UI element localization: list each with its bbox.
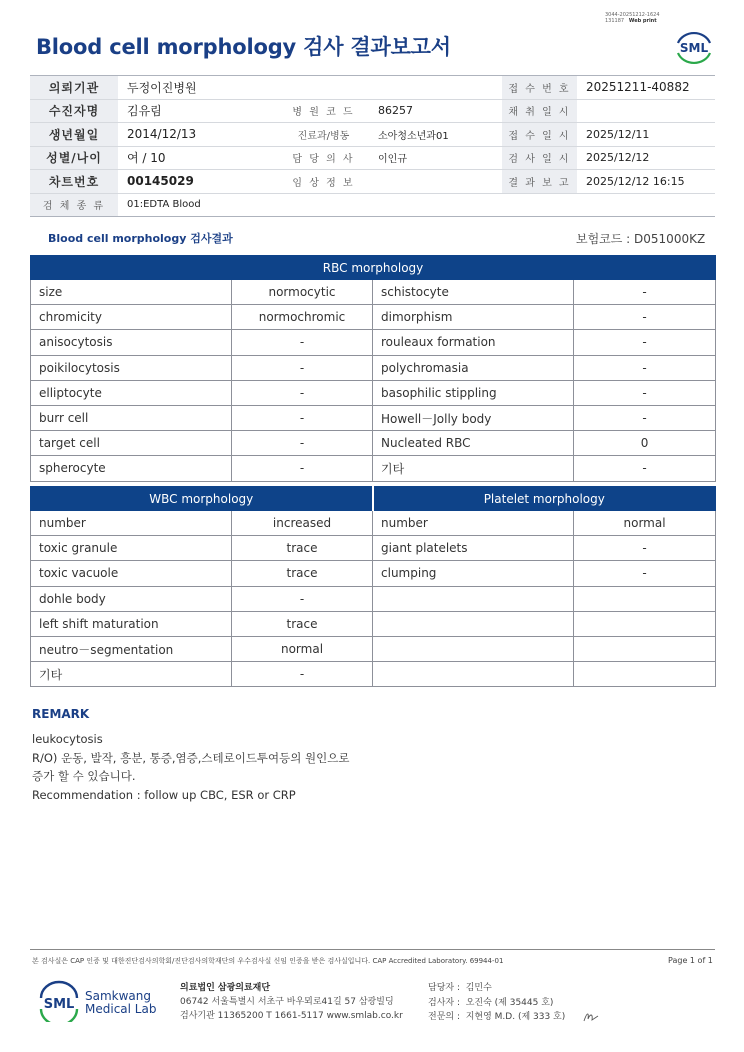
item-name-cell: anisocytosis xyxy=(31,330,232,355)
item-name-cell: burr cell xyxy=(31,405,232,430)
label-patient-name: 수진자명 xyxy=(30,100,118,123)
remark-line: R/O) 운동, 발작, 흥분, 통증,염증,스테로이드투여등의 원인으로 xyxy=(32,750,350,765)
value-report-date: 2025/12/12 16:15 xyxy=(586,174,685,188)
info-row xyxy=(30,194,715,218)
table-row xyxy=(31,511,716,536)
sml-footer-logo-icon xyxy=(36,980,82,1022)
label-specimen-type: 검 체 종 류 xyxy=(30,194,118,217)
value-physician: 이인규 xyxy=(378,154,407,166)
label-report-date: 결 과 보 고 xyxy=(502,170,577,193)
label-test-date: 검 사 일 시 xyxy=(502,147,577,170)
item-name-cell: spherocyte xyxy=(31,456,232,481)
table-row xyxy=(31,662,716,687)
item-name-cell: dohle body xyxy=(31,586,232,611)
results-section-title: Blood cell morphology 검사결과 xyxy=(48,232,233,245)
label-accession-number: 접 수 번 호 xyxy=(502,76,577,99)
remark-line: 증가 할 수 있습니다. xyxy=(32,769,136,783)
rbc-header: RBC morphology xyxy=(31,256,716,280)
item-name-cell: Howell－Jolly body xyxy=(373,405,574,430)
item-result-cell: - xyxy=(574,280,716,305)
label-clinical-info: 임 상 정 보 xyxy=(292,177,355,189)
item-name-cell: toxic granule xyxy=(31,536,232,561)
address-line: 06742 서울특별시 서초구 바우뫼로41길 57 삼광빌딩 xyxy=(180,997,394,1007)
label-sex-age: 성별/나이 xyxy=(30,147,118,170)
platelet-header: Platelet morphology xyxy=(373,487,716,511)
info-row xyxy=(30,123,715,147)
item-result-cell: trace xyxy=(232,536,373,561)
item-result-cell: normal xyxy=(232,636,373,661)
table-row xyxy=(31,305,716,330)
page-number: Page 1 of 1 xyxy=(668,956,713,965)
item-name-cell: giant platelets xyxy=(373,536,574,561)
value-birth-date: 2014/12/13 xyxy=(127,127,197,142)
item-name-cell: rouleaux formation xyxy=(373,330,574,355)
staff-tester: 검사자 : 오진숙 (제 35445 호) xyxy=(428,997,554,1008)
value-department: 소아청소년과01 xyxy=(378,130,449,142)
item-name-cell: elliptocyte xyxy=(31,380,232,405)
value-sex-age: 여 / 10 xyxy=(127,151,166,166)
item-name-cell: polychromasia xyxy=(373,355,574,380)
value-hospital-code: 86257 xyxy=(378,104,413,118)
item-result-cell: - xyxy=(574,536,716,561)
foundation-name: 의료법인 삼광의료재단 xyxy=(180,983,271,993)
table-row xyxy=(31,380,716,405)
insurance-code: 보험코드 : D051000KZ xyxy=(576,232,706,246)
info-row xyxy=(30,170,715,194)
item-name-cell: dimorphism xyxy=(373,305,574,330)
label-receipt-date: 접 수 일 시 xyxy=(502,123,577,146)
item-name-cell: clumping xyxy=(373,561,574,586)
item-name-cell xyxy=(373,611,574,636)
info-row xyxy=(30,76,715,100)
address-block xyxy=(180,981,403,1023)
sml-logo-icon xyxy=(672,26,716,66)
label-hospital-code: 병 원 코 드 xyxy=(292,107,355,119)
table-row xyxy=(31,611,716,636)
label-requesting-org: 의뢰기관 xyxy=(30,76,118,99)
organization-name xyxy=(85,990,156,1016)
print-stamp xyxy=(605,12,660,24)
item-name-cell: size xyxy=(31,280,232,305)
item-name-cell: 기타 xyxy=(31,662,232,687)
item-name-cell xyxy=(373,586,574,611)
item-result-cell xyxy=(574,586,716,611)
item-result-cell xyxy=(574,662,716,687)
page-title: Blood cell morphology 검사 결과보고서 xyxy=(36,35,451,59)
item-result-cell: - xyxy=(574,305,716,330)
item-name-cell: neutro－segmentation xyxy=(31,636,232,661)
logo-text: SML xyxy=(679,41,709,55)
item-result-cell: - xyxy=(574,380,716,405)
rbc-morphology-table xyxy=(30,255,716,482)
item-result-cell: trace xyxy=(232,611,373,636)
table-row xyxy=(31,586,716,611)
item-result-cell: - xyxy=(574,456,716,481)
info-row xyxy=(30,100,715,124)
label-chart-number: 차트번호 xyxy=(30,170,118,193)
item-name-cell: target cell xyxy=(31,431,232,456)
value-requesting-org: 두정이진병원 xyxy=(127,80,197,95)
item-result-cell: - xyxy=(232,456,373,481)
item-name-cell: basophilic stippling xyxy=(373,380,574,405)
value-chart-number: 00145029 xyxy=(127,174,194,189)
item-result-cell xyxy=(574,611,716,636)
item-result-cell: - xyxy=(574,355,716,380)
organization-name-line2: Medical Lab xyxy=(85,1002,157,1016)
item-result-cell: - xyxy=(232,380,373,405)
item-name-cell: schistocyte xyxy=(373,280,574,305)
contact-line: 검사기관 11365200 T 1661-5117 www.smlab.co.kr xyxy=(180,1011,403,1021)
label-department: 진료과/병동 xyxy=(297,130,350,142)
item-name-cell: Nucleated RBC xyxy=(373,431,574,456)
remark-line: Recommendation : follow up CBC, ESR or CRP xyxy=(32,787,296,802)
table-header-row xyxy=(31,487,716,511)
item-name-cell xyxy=(373,636,574,661)
wbc-header: WBC morphology xyxy=(31,487,373,511)
value-receipt-date: 2025/12/11 xyxy=(586,127,650,141)
item-result-cell: - xyxy=(574,561,716,586)
item-name-cell: number xyxy=(373,511,574,536)
signature-icon xyxy=(582,1010,602,1024)
label-empty xyxy=(278,76,369,99)
item-name-cell: chromicity xyxy=(31,305,232,330)
table-header-row xyxy=(31,256,716,280)
table-row xyxy=(31,330,716,355)
table-row xyxy=(31,456,716,481)
print-stamp-id: 3044-20251212-1624 xyxy=(605,12,660,18)
table-row xyxy=(31,280,716,305)
item-result-cell: - xyxy=(232,405,373,430)
item-result-cell: normocytic xyxy=(232,280,373,305)
value-collection-date xyxy=(577,100,715,123)
table-row xyxy=(31,431,716,456)
label-birth-date: 생년월일 xyxy=(30,123,118,146)
item-result-cell: - xyxy=(232,431,373,456)
item-result-cell xyxy=(574,636,716,661)
item-result-cell: - xyxy=(574,405,716,430)
item-name-cell: toxic vacuole xyxy=(31,561,232,586)
patient-info-table xyxy=(30,75,715,217)
table-row xyxy=(31,405,716,430)
item-result-cell: - xyxy=(232,662,373,687)
table-row xyxy=(31,355,716,380)
item-name-cell: left shift maturation xyxy=(31,611,232,636)
value-clinical-info xyxy=(369,170,502,193)
accreditation-note: 본 검사실은 CAP 인증 및 대한진단검사의학회/진단검사의학재단의 우수검사실 신임 인증을 받은 검사실입니다. CAP Accredited Laboratory. 69944-01 xyxy=(32,957,504,965)
item-result-cell: - xyxy=(232,330,373,355)
organization-name-line1: Samkwang xyxy=(85,989,151,1003)
table-row xyxy=(31,561,716,586)
item-result-cell: normochromic xyxy=(232,305,373,330)
remark-line: leukocytosis xyxy=(32,732,103,746)
value-accession-number: 20251211-40882 xyxy=(586,80,690,95)
label-physician: 담 당 의 사 xyxy=(292,154,355,166)
wbc-platelet-morphology-table xyxy=(30,486,716,687)
item-name-cell: number xyxy=(31,511,232,536)
table-row xyxy=(31,536,716,561)
footer-divider xyxy=(30,949,715,950)
label-collection-date: 채 취 일 시 xyxy=(502,100,577,123)
remark-body xyxy=(32,730,349,804)
item-result-cell: - xyxy=(232,355,373,380)
print-stamp-code: 131187 Web print xyxy=(605,18,657,24)
staff-block xyxy=(428,981,565,1025)
staff-specialist: 전문의 : 지현영 M.D. (제 333 호) xyxy=(428,1012,566,1022)
value-empty xyxy=(369,76,502,99)
table-row xyxy=(31,636,716,661)
item-result-cell: - xyxy=(574,330,716,355)
staff-in-charge: 담당자 : 김민수 xyxy=(428,983,492,993)
item-name-cell: poikilocytosis xyxy=(31,355,232,380)
value-specimen-type: 01:EDTA Blood xyxy=(127,199,201,211)
item-name-cell: 기타 xyxy=(373,456,574,481)
item-result-cell: normal xyxy=(574,511,716,536)
remark-title: REMARK xyxy=(32,707,90,721)
item-result-cell: trace xyxy=(232,561,373,586)
item-result-cell: increased xyxy=(232,511,373,536)
value-patient-name: 김유림 xyxy=(127,104,162,119)
value-test-date: 2025/12/12 xyxy=(586,151,650,165)
item-result-cell: - xyxy=(232,586,373,611)
info-row xyxy=(30,147,715,171)
item-result-cell: 0 xyxy=(574,431,716,456)
item-name-cell xyxy=(373,662,574,687)
footer-logo-text: SML xyxy=(43,997,75,1012)
